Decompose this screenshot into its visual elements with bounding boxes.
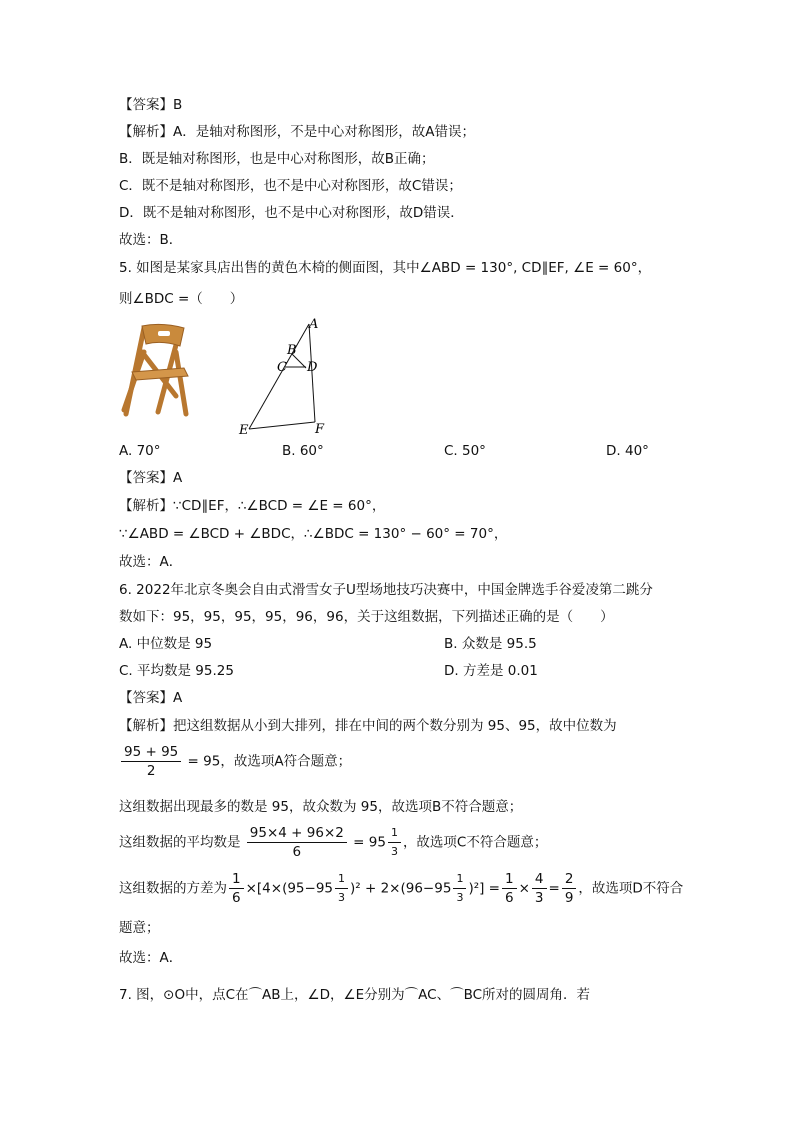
variance-frac-5: [532, 870, 547, 907]
q4-answer: 【答案】B: [119, 97, 183, 113]
q7-stem: 7. 图，⊙O中，点C在⌒AB上，∠D，∠E分别为⌒AC、⌒BC所对的圆周角．若: [119, 987, 591, 1003]
mean-denominator: 6: [292, 844, 302, 860]
variance-prefix: 这组数据的方差为: [119, 880, 227, 897]
var-eq: =: [548, 880, 560, 897]
variance-frac-2: [335, 870, 348, 907]
q6-variance-line: [119, 870, 683, 907]
var-f4-num: 1: [502, 870, 517, 889]
label-E: E: [239, 423, 249, 438]
q5-option-a: A. 70°: [119, 443, 161, 459]
label-D: D: [307, 360, 318, 375]
q6-option-d: D. 方差是 0.01: [444, 663, 538, 679]
var-f3-den: 3: [456, 891, 464, 904]
q4-choose: 故选：B．: [119, 232, 183, 248]
variance-frac-6: [562, 870, 577, 907]
q5-option-d: D. 40°: [606, 443, 649, 459]
var-body-1: ×[4×(95−95: [245, 880, 334, 897]
geometry-figure: [235, 314, 335, 438]
variance-frac-1: [229, 870, 244, 907]
var-tail: ，故选项D不符合: [578, 880, 684, 897]
q4-analysis-4: D．既不是轴对称图形，也不是中心对称图形，故D错误．: [119, 205, 464, 221]
q5-stem-1: 5. 如图是某家具店出售的黄色木椅的侧面图，其中∠ABD = 130°, CD∥EF, ∠E = 60°，: [119, 260, 652, 276]
mean-mixed-den: 3: [390, 845, 398, 858]
median-fraction: [121, 743, 181, 780]
q5-choose: 故选：A．: [119, 554, 183, 570]
var-body-2: )² + 2×(96−95: [350, 880, 452, 897]
var-f2-den: 3: [338, 891, 346, 904]
q5-answer: 【答案】A: [119, 470, 183, 486]
mean-fraction: [247, 824, 347, 861]
mean-mixed-num: 1: [388, 824, 401, 843]
q6-stem-1: 6. 2022年北京冬奥会自由式滑雪女子U型场地技巧决赛中，中国金牌选手谷爱凌第二跳分: [119, 582, 653, 598]
variance-frac-3: [453, 870, 466, 907]
var-f4-den: 6: [505, 890, 514, 906]
var-f1-num: 1: [229, 870, 244, 889]
mean-numerator: 95×4 + 96×2: [247, 824, 347, 843]
mean-mixed-fraction: [388, 824, 401, 861]
var-f1-den: 6: [232, 890, 241, 906]
median-tail: = 95，故选项A符合题意；: [183, 753, 352, 770]
label-A: A: [309, 317, 319, 332]
q6-stem-2: 数如下：95，95，95，95，96，96，关于这组数据，下列描述正确的是（ ）: [119, 609, 614, 625]
median-numerator: 95 + 95: [121, 743, 181, 762]
mean-prefix: 这组数据的平均数是: [119, 834, 241, 851]
q6-mode: 这组数据出现最多的数是 95，故众数为 95，故选项B不符合题意；: [119, 799, 523, 815]
q6-option-a: A. 中位数是 95: [119, 636, 213, 652]
q6-analysis-1: 【解析】把这组数据从小到大排列，排在中间的两个数分别为 95、95，故中位数为: [119, 718, 617, 734]
q6-mean-line: [119, 824, 547, 861]
q5-option-b: B. 60°: [282, 443, 324, 459]
var-f5-den: 3: [534, 890, 544, 906]
label-C: C: [277, 360, 287, 375]
var-f6-num: 2: [562, 870, 577, 889]
label-B: B: [287, 343, 297, 358]
q6-median-line: [119, 743, 351, 780]
var-times: ×: [518, 880, 530, 897]
q6-answer: 【答案】A: [119, 690, 183, 706]
q5-option-c: C. 50°: [444, 443, 486, 459]
q5-analysis-2: ∵∠ABD = ∠BCD + ∠BDC，∴∠BDC = 130° − 60° = 70°，: [119, 526, 508, 542]
var-f6-den: 9: [564, 890, 574, 906]
mean-mid: = 95: [348, 834, 386, 851]
q6-option-b: B. 众数是 95.5: [444, 636, 537, 652]
var-f2-num: 1: [335, 870, 348, 889]
median-denominator: 2: [146, 763, 156, 779]
q5-analysis-1: 【解析】∵CD∥EF，∴∠BCD = ∠E = 60°，: [119, 498, 386, 514]
q6-choose: 故选：A．: [119, 950, 183, 966]
q6-option-c: C. 平均数是 95.25: [119, 663, 234, 679]
var-f3-num: 1: [453, 870, 466, 889]
chair-image: [114, 322, 194, 418]
q4-analysis-3: C．既不是轴对称图形，也不是中心对称图形，故C错误；: [119, 178, 462, 194]
q4-analysis-2: B．既是轴对称图形，也是中心对称图形，故B正确；: [119, 151, 435, 167]
variance-frac-4: [502, 870, 517, 907]
mean-tail: ，故选项C不符合题意；: [402, 834, 548, 851]
q6-variance-tail: 题意；: [119, 920, 160, 936]
var-f5-num: 4: [532, 870, 547, 889]
q4-analysis-1: 【解析】A．是轴对称图形，不是中心对称图形，故A错误；: [119, 124, 475, 140]
label-F: F: [315, 422, 325, 437]
q5-stem-2: 则∠BDC =（ ）: [119, 291, 244, 307]
var-body-3: )²] =: [468, 880, 500, 897]
